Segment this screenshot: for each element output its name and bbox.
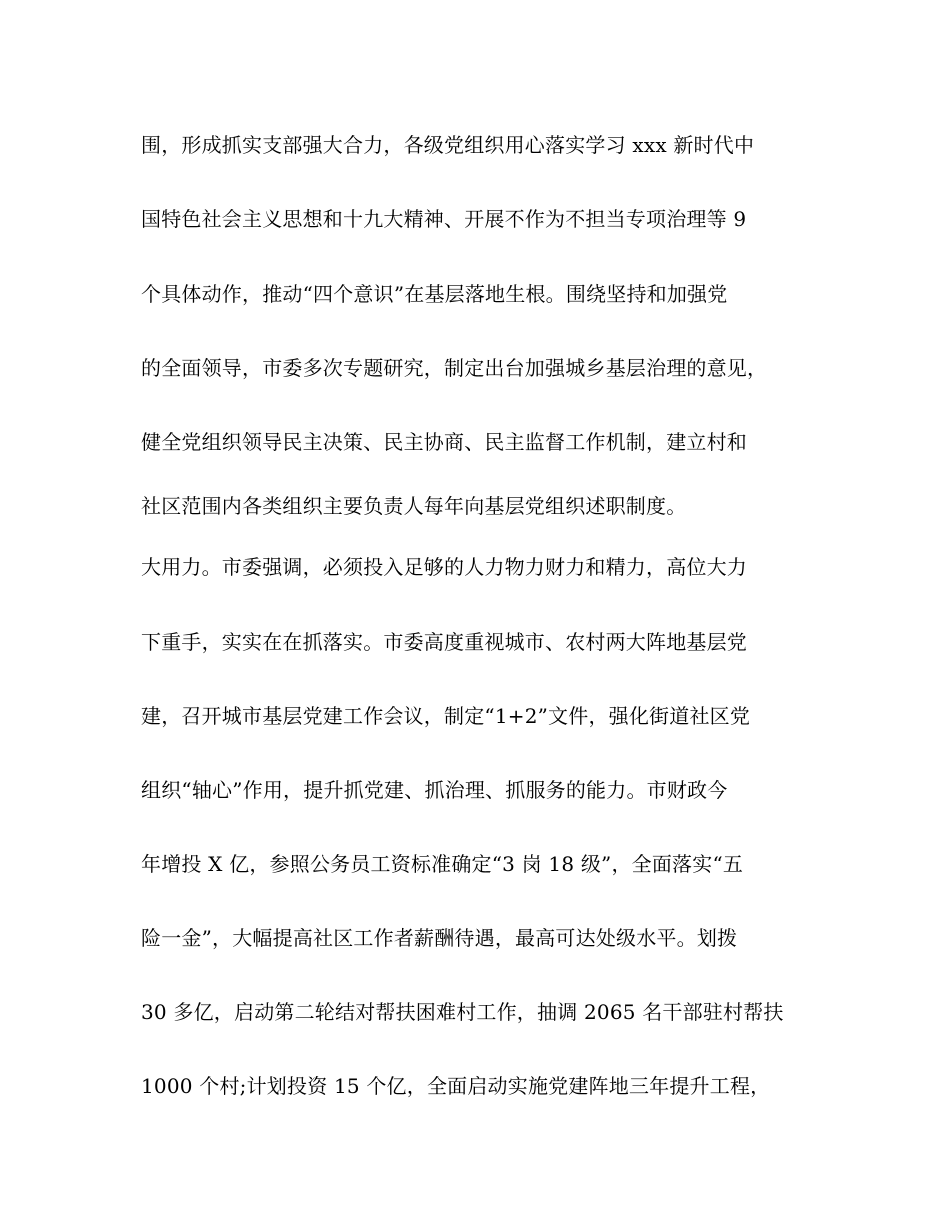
text-line: 围，形成抓实支部强大合力，各级党组织用心落实学习 xxx 新时代中 — [141, 133, 755, 157]
text-line: 建，召开城市基层党建工作会议，制定“1+2”文件，强化街道社区党 — [141, 704, 751, 728]
text-line: 国特色社会主义思想和十九大精神、开展不作为不担当专项治理等 9 — [141, 207, 747, 231]
text-line: 的全面领导，市委多次专题研究，制定出台加强城乡基层治理的意见， — [141, 356, 768, 380]
text-line: 1000 个村;计划投资 15 个亿，全面启动实施党建阵地三年提升工程， — [141, 1074, 771, 1098]
text-line: 社区范围内各类组织主要负责人每年向基层党组织述职制度。 — [141, 494, 687, 518]
text-line: 健全党组织领导民主决策、民主协商、民主监督工作机制，建立村和 — [141, 430, 747, 454]
text-line: 组织“轴心”作用，提升抓党建、抓治理、抓服务的能力。市财政今 — [141, 778, 728, 802]
text-line: 大用力。市委强调，必须投入足够的人力物力财力和精力，高位大力 — [141, 555, 747, 579]
text-line: 下重手，实实在在抓落实。市委高度重视城市、农村两大阵地基层党 — [141, 630, 747, 654]
text-line: 个具体动作，推动“四个意识”在基层落地生根。围绕坚持和加强党 — [141, 282, 728, 306]
text-line: 30 多亿，启动第二轮结对帮扶困难村工作，抽调 2065 名干部驻村帮扶 — [141, 1000, 784, 1024]
text-line: 年增投 X 亿，参照公务员工资标准确定“3 岗 18 级”，全面落实“五 — [141, 852, 744, 876]
text-line: 险一金”，大幅提高社区工作者薪酬待遇，最高可达处级水平。划拨 — [141, 926, 738, 950]
